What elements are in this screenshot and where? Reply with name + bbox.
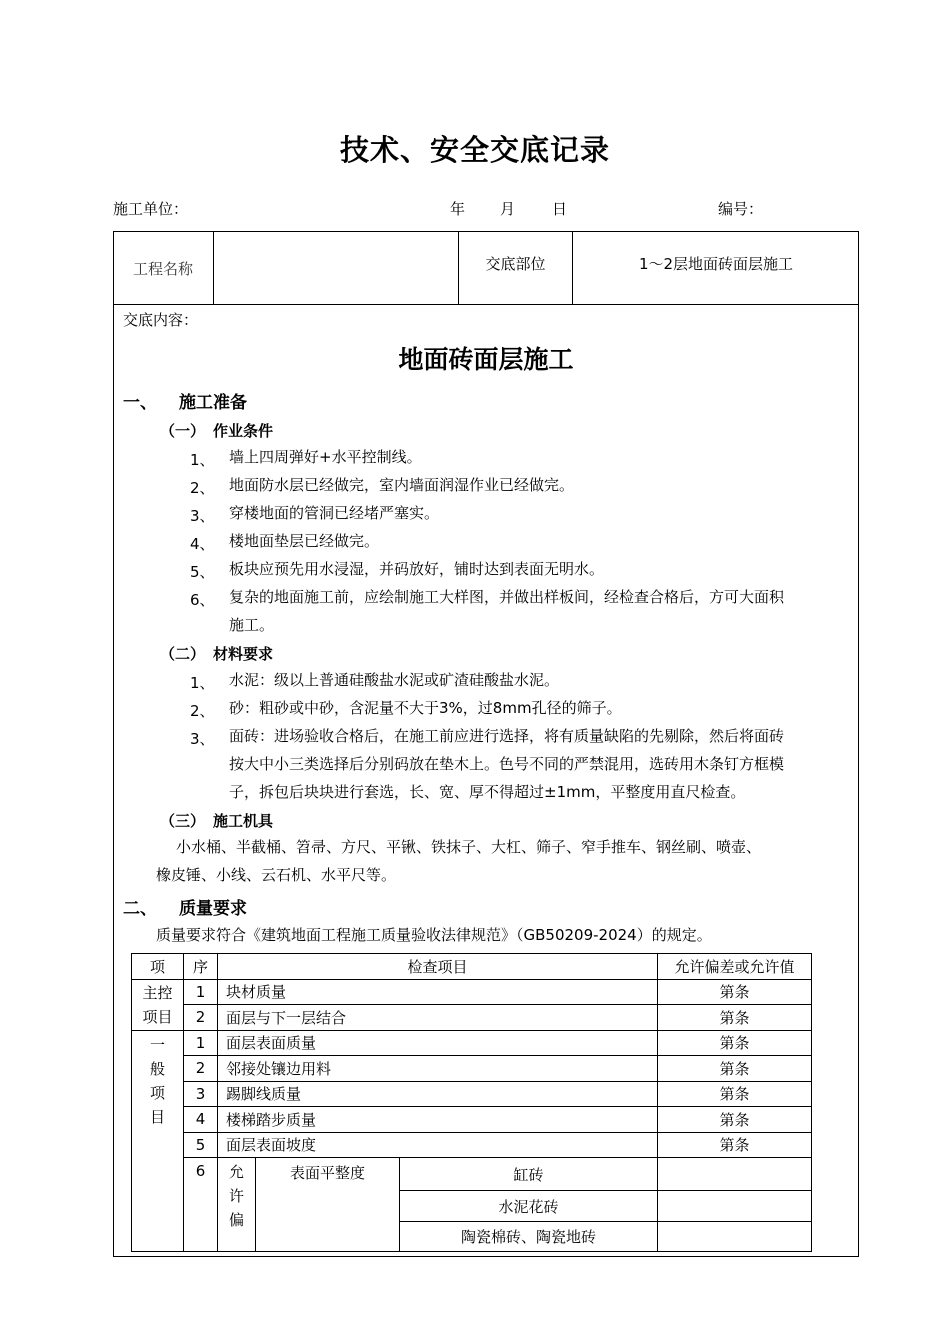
day-label: 日 (552, 200, 568, 218)
general-label: 一 般 项 目 (132, 1030, 184, 1252)
main-control-label: 主控 项目 (132, 979, 184, 1030)
list-item: 水泥：级以上普通硅酸盐水泥或矿渣硅酸盐水泥。 (229, 671, 560, 689)
list-item: 砂：粗砂或中砂，含泥量不大于3%，过8mm孔径的筛子。 (229, 699, 622, 717)
table-row: 4 楼梯踏步质量 第条 (132, 1107, 812, 1133)
list-item-num: 5、 (190, 563, 215, 581)
header-check-item: 检查项目 (218, 954, 658, 980)
section1-title: 施工准备 (179, 393, 247, 413)
sub1-num: （一） (160, 422, 206, 440)
tools-line1: 小水桶、半截桶、笤帚、方尺、平锹、铁抹子、大杠、筛子、窄手推车、钢丝刷、喷壶、 (176, 838, 762, 856)
info-divider (113, 304, 859, 305)
sub2-title: 材料要求 (213, 645, 274, 663)
table-row: 2 邻接处镶边用料 第条 (132, 1056, 812, 1082)
list-item-num: 1、 (190, 674, 215, 692)
list-item-num: 2、 (190, 702, 215, 720)
table-row: 陶瓷棉砖、陶瓷地砖 (132, 1222, 812, 1252)
header-seq: 序 (184, 954, 218, 980)
sub2-num: （二） (160, 645, 206, 663)
project-name-label: 工程名称 (132, 260, 193, 278)
quality-intro: 质量要求符合《建筑地面工程施工质量验收法律规范》（GB50209-2024）的规定。 (156, 926, 712, 944)
list-item: 复杂的地面施工前，应绘制施工大样图，并做出样板间，经检查合格后，方可大面积 (229, 588, 785, 606)
tolerance-label: 允 许 偏 (218, 1158, 256, 1252)
header-category: 项 (132, 954, 184, 980)
list-item: 穿楼地面的管洞已经堵严塞实。 (229, 504, 440, 522)
quality-table (131, 953, 812, 1252)
list-item-num: 3、 (190, 730, 215, 748)
list-item-cont: 施工。 (229, 616, 275, 634)
table-row: 水泥花砖 (132, 1191, 812, 1222)
table-row: 2 面层与下一层结合 第条 (132, 1005, 812, 1031)
tools-line2: 橡皮锤、小线、云石机、水平尺等。 (156, 866, 397, 884)
unit-label: 施工单位： (113, 200, 189, 218)
list-item-cont: 按大中小三类选择后分别码放在垫木上。色号不同的严禁混用，选砖用木条钉方框模 (229, 755, 785, 773)
table-row: 6 允 许 偏 表面平整度 缸砖 (132, 1158, 812, 1191)
table-row: 3 踢脚线质量 第条 (132, 1081, 812, 1107)
header-tolerance: 允许偏差或允许值 (658, 954, 812, 980)
list-item: 板块应预先用水浸湿，并码放好，铺时达到表面无明水。 (229, 560, 605, 578)
section1-num: 一、 (123, 393, 157, 413)
year-label: 年 (450, 200, 466, 218)
list-item-num: 1、 (190, 451, 215, 469)
table-row: 一 般 项 目 1 面层表面质量 第条 (132, 1030, 812, 1056)
list-item-num: 4、 (190, 535, 215, 553)
list-item: 地面防水层已经做完，室内墙面润湿作业已经做完。 (229, 476, 575, 494)
list-item: 楼地面垫层已经做完。 (229, 532, 380, 550)
list-item-num: 6、 (190, 591, 215, 609)
location-value: 1～2层地面砖面层施工 (638, 255, 794, 273)
page-title: 技术、安全交底记录 (339, 133, 610, 167)
list-item: 面砖：进场验收合格后，在施工前应进行选择，将有质量缺陷的先剔除，然后将面砖 (229, 727, 785, 745)
content-label: 交底内容： (123, 311, 199, 329)
list-item-num: 2、 (190, 479, 215, 497)
number-label: 编号： (718, 200, 764, 218)
section2-title: 质量要求 (179, 899, 247, 919)
flatness-label: 表面平整度 (256, 1158, 400, 1252)
sub3-title: 施工机具 (213, 812, 274, 830)
list-item-cont: 子，拆包后块块进行套选，长、宽、厚不得超过±1mm，平整度用直尺检查。 (229, 783, 746, 801)
table-header-row (132, 954, 812, 980)
list-item: 墙上四周弹好+水平控制线。 (229, 448, 422, 466)
table-row: 主控 项目 1 块材质量 第条 (132, 979, 812, 1005)
sub3-num: （三） (160, 812, 206, 830)
section2-num: 二、 (123, 899, 157, 919)
doc-title: 地面砖面层施工 (398, 345, 574, 374)
table-row: 5 面层表面坡度 第条 (132, 1132, 812, 1158)
sub1-title: 作业条件 (213, 422, 274, 440)
month-label: 月 (500, 200, 516, 218)
location-label: 交底部位 (485, 255, 546, 273)
list-item-num: 3、 (190, 507, 215, 525)
